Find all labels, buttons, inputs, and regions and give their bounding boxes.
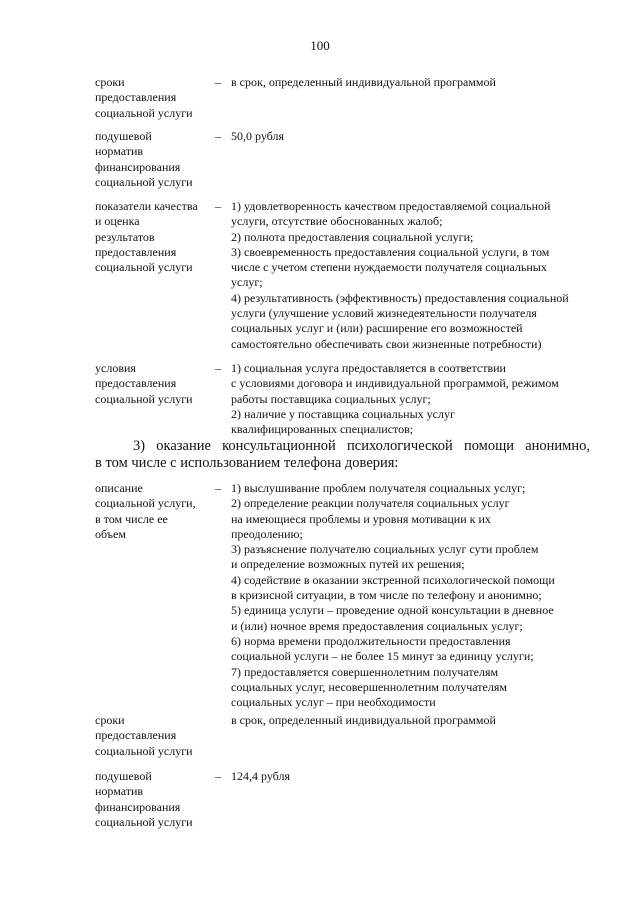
- term-label: сроки предоставления социальной услуги: [95, 75, 193, 120]
- term-definition: в срок, определенный индивидуальной программой: [231, 75, 496, 89]
- term-definition: 124,4 рубля: [231, 769, 290, 783]
- section-heading: 3) оказание консультационной психологической помощи анонимно, в том числе с использованием телефона доверия:: [95, 438, 590, 471]
- term-definition: 1) удовлетворенность качеством предоставляемой социальной услуги, отсутствие обоснованных жалоб; 2) полнота предоставления социальной услуги; 3) своевременность предоставления социальной услуги, в том числе с учетом степени нуждаемости получателя социальных услуг; 4) результативность (эффективность) предоставления социальной услуги (улучшение условий жизнедеятельности получателя социальных услуг и (или) расширение его возможностей самостоятельно обеспечивать свои жизненные потребности): [231, 199, 569, 351]
- service-funding-row: [95, 129, 590, 190]
- term-label: подушевой норматив финансирования социальной услуги: [95, 129, 193, 189]
- term-definition: 50,0 рубля: [231, 129, 284, 143]
- dash-separator: –: [215, 199, 221, 213]
- service-term-row-2: [95, 713, 590, 759]
- dash-separator: –: [215, 481, 221, 495]
- service-description-row: [95, 481, 590, 710]
- term-label: описание социальной услуги, в том числе ее объем: [95, 481, 196, 541]
- term-label: подушевой норматив финансирования социальной услуги: [95, 769, 193, 829]
- dash-separator: –: [215, 769, 221, 783]
- term-definition: 1) выслушивание проблем получателя социальных услуг; 2) определение реакции получателя социальных услуг на имеющиеся проблемы и уровня мотивации к их преодолению; 3) разъяснение получателю социальных услуг сути проблем и определение возможных путей их решения; 4) содействие в оказании экстренной психологической помощи в кризисной ситуации, в том числе по телефону и анонимно; 5) единица услуги – проведение одной консультации в дневное и (или) ночное время предоставления социальных услуг; 6) норма времени продолжительности предоставления социальной услуги – не более 15 минут за единицу услуги; 7) предоставляется совершеннолетним получателям социальных услуг, несовершеннолетним получателям социальных услуг – при необходимости: [231, 481, 555, 710]
- page-number: 100: [310, 38, 330, 53]
- term-label: показатели качества и оценка результатов предоставления социальной услуги: [95, 199, 198, 275]
- service-funding-row-2: [95, 769, 590, 830]
- dash-separator: –: [215, 129, 221, 143]
- dash-separator: –: [215, 361, 221, 375]
- service-quality-row: [95, 199, 590, 352]
- term-label: сроки предоставления социальной услуги: [95, 713, 193, 758]
- service-term-row: [95, 75, 590, 121]
- term-definition: 1) социальная услуга предоставляется в соответствии с условиями договора и индивидуальной программой, режимом работы поставщика социальных услуг; 2) наличие у поставщика социальных услуг квалифицированных специалистов;: [231, 361, 559, 437]
- term-definition: в срок, определенный индивидуальной программой: [231, 713, 496, 727]
- dash-separator: [215, 713, 231, 759]
- term-label: условия предоставления социальной услуги: [95, 361, 193, 406]
- service-conditions-row: [95, 361, 590, 437]
- dash-separator: –: [215, 75, 221, 89]
